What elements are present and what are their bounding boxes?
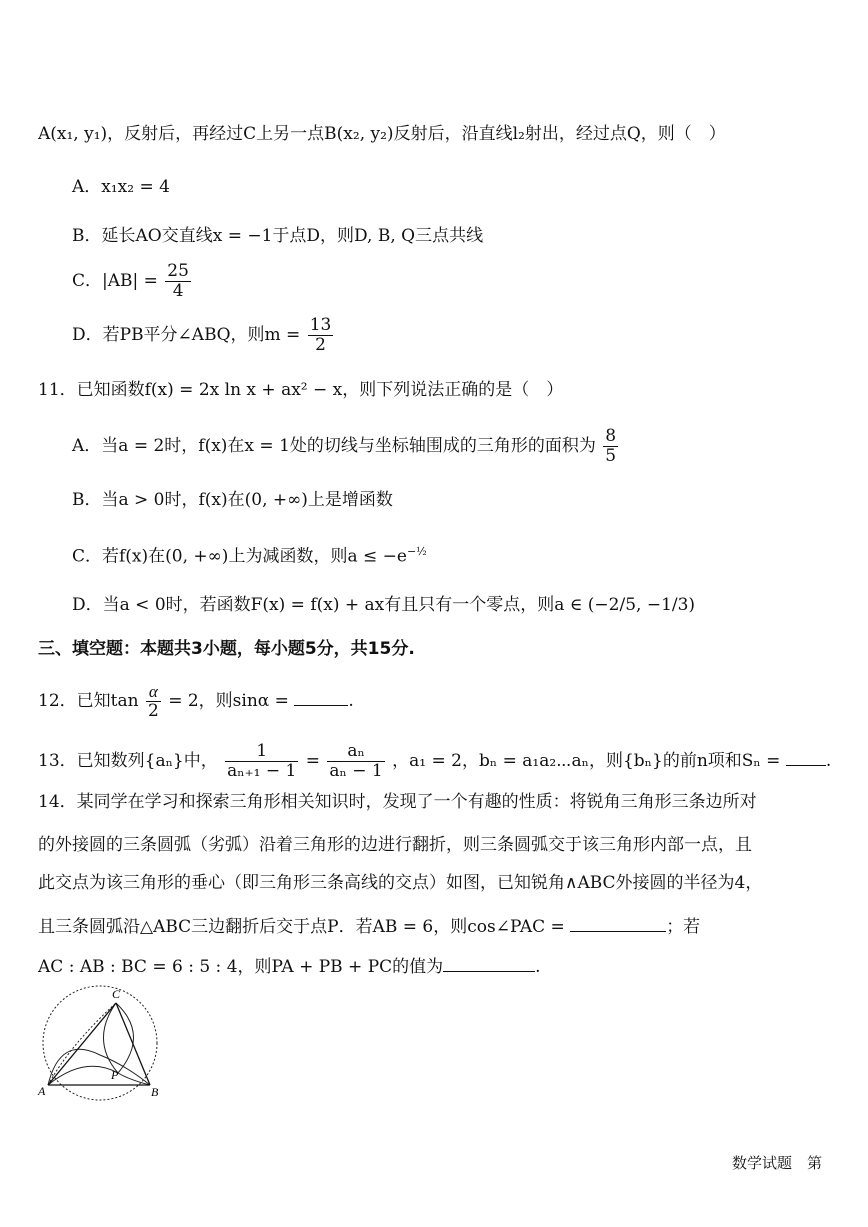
q14-line-2: 的外接圆的三条圆弧（劣弧）沿着三角形的边进行翻折，则三条圆弧交于该三角形内部一点，且: [38, 835, 752, 855]
q13-fraction-right: $\frac{\text{aₙ}}{\text{aₙ − 1}}$: [329, 741, 383, 781]
q12-fraction: $\frac{\alpha}{2}$: [147, 682, 159, 721]
circumcircle-figure: [30, 985, 170, 1105]
q11-option-a: A．当a = 2时，f(x)在x = 1处的切线与坐标轴围成的三角形的面积为 $\frac{8}{5}$: [72, 426, 617, 466]
section3-title: 三、填空题：本题共3小题，每小题5分，共15分.: [38, 639, 415, 659]
q10-stem-tail: A(x₁, y₁)，反射后，再经过C上另一点B(x₂, y₂)反射后，沿直线l₂射出，经过点Q，则（ ）: [38, 124, 726, 144]
q13-fraction-left: $\frac{1}{\text{aₙ₊₁ − 1}}$: [227, 741, 297, 781]
q14-answer-blank-2[interactable]: [443, 953, 535, 972]
q10-option-d: D．若PB平分∠ABQ，则m = $\frac{13}{2}$: [72, 315, 332, 355]
q14-line-1: 14．某同学在学习和探索三角形相关知识时，发现了一个有趣的性质：将锐角三角形三条边所对: [38, 792, 757, 812]
folded-arc-ab-lower: [48, 1066, 150, 1085]
q12: 12．已知tan $\frac{\alpha}{2}$ = 2，则sinα = .: [38, 682, 354, 721]
q10-d-fraction: $\frac{13}{2}$: [309, 315, 332, 355]
label-c: C: [112, 987, 121, 1001]
side-ac: [48, 1003, 116, 1085]
q11-option-d: D．当a < 0时，若函数F(x) = f(x) + ax有且只有一个零点，则a ∈ (−2/5, −1/3): [72, 595, 696, 615]
label-b: B: [151, 1085, 159, 1099]
q10-option-c: C．|AB| = $\frac{25}{4}$: [72, 261, 189, 301]
q11-option-b: B．当a > 0时，f(x)在(0, +∞)上是增函数: [72, 490, 393, 510]
q13-answer-blank[interactable]: [786, 747, 826, 766]
page-footer: 数学试题 第: [732, 1154, 823, 1172]
label-a: A: [38, 1084, 46, 1098]
q10-option-a: A．x₁x₂ = 4: [72, 177, 170, 197]
q14-line-4: 且三条圆弧沿△ABC三边翻折后交于点P．若AB = 6，则cos∠PAC = ；若: [38, 913, 700, 939]
q11-option-c: C．若f(x)在(0, +∞)上为减函数，则$a \le -e^{-\frac{1}{2}}$: [72, 545, 427, 567]
q14-line-3: 此交点为该三角形的垂心（即三角形三条高线的交点）如图，已知锐角∧ABC外接圆的半径为4，: [38, 873, 763, 893]
circumscribed-circle: [43, 986, 157, 1100]
q11-a-fraction: $\frac{8}{5}$: [605, 426, 617, 466]
q11-stem: 11．已知函数f(x) = 2x ln x + ax² − x，则下列说法正确的是（ ）: [38, 380, 564, 400]
q13: 13．已知数列{aₙ}中， $\frac{1}{\text{aₙ₊₁ − 1}}$ = $\frac{\text{aₙ}}{\text{aₙ − 1}}$ ，a₁ = 2，bₙ = a₁a₂⋯aₙ，则{bₙ}的前n项和Sₙ = .: [38, 741, 832, 781]
label-p: P: [111, 1068, 119, 1082]
q11-d-interval: (−2/5, −1/3): [587, 595, 696, 615]
q10-option-b: B．延长AO交直线x = −1于点D，则D, B, Q三点共线: [72, 226, 484, 246]
q10-c-fraction: $\frac{25}{4}$: [167, 261, 189, 301]
q14-line-5: AC : AB : BC = 6 : 5 : 4，则PA + PB + PC的值为 .: [38, 953, 541, 979]
q14-answer-blank-1[interactable]: [570, 913, 666, 932]
q12-answer-blank[interactable]: [294, 687, 348, 706]
